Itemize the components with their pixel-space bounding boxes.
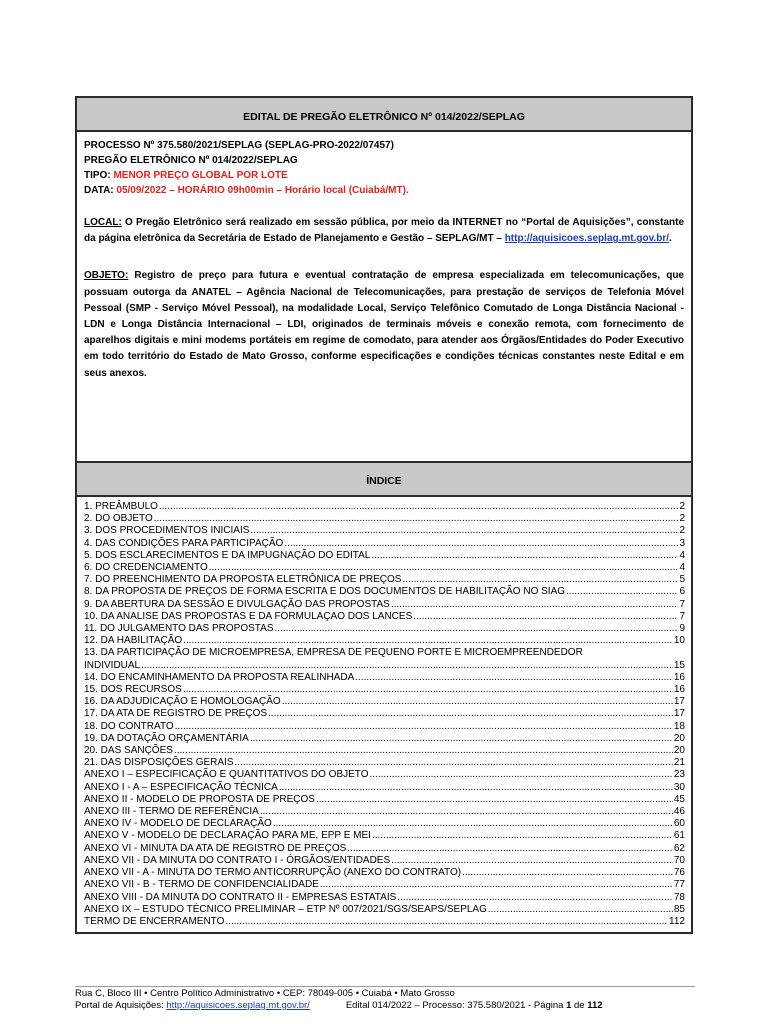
toc-item-title: ANEXO VI - MINUTA DA ATA DE REGISTRO DE PREÇOS xyxy=(84,842,347,854)
toc-item-page: 17 xyxy=(673,696,685,708)
toc-item[interactable] xyxy=(84,635,685,647)
info-section xyxy=(77,132,691,461)
data-value: 05/09/2022 – HORÁRIO 09h00min – Horário local (Cuiabá/MT). xyxy=(116,185,409,196)
toc-item-page: 46 xyxy=(673,806,685,818)
toc-item-title: 11. DO JULGAMENTO DAS PROPOSTAS xyxy=(84,623,274,635)
objeto-text: Registro de preço para futura e eventual contratação de empresa especializada em telecomunicações, que possuam outorga da ANATEL – Agência Nacional de Telecomunicações, para prestação de serviços de Telefonia Móvel Pessoal (SMP - Serviço Móvel Pessoal), na modalidade Local, Serviço Telefônico Comutado de Longa Distância Nacional - LDN e Longa Distância Internacional – LDI, originados de terminais móveis e conexão remota, com fornecimento de aparelhos digitais e mini modems portáteis em regime de comodato, para atender aos Órgãos/Entidades do Poder Executivo em todo território do Estado de Mato Grosso, conforme especificações e condições técnicas constantes neste Edital e em seus anexos. xyxy=(84,270,684,379)
toc-item-title: ANEXO VII - B - TERMO DE CONFIDENCIALIDADE xyxy=(84,879,319,891)
toc-item-page: 20 xyxy=(673,732,685,744)
local-label: LOCAL: xyxy=(84,217,122,228)
toc-dot-leader xyxy=(370,769,673,781)
toc-item[interactable] xyxy=(84,696,685,708)
toc-item-page: 2 xyxy=(679,525,685,537)
toc-dot-leader xyxy=(250,525,678,537)
toc-item-page: 78 xyxy=(673,891,685,903)
toc-item-title: ANEXO IV - MODELO DE DECLARAÇÃO xyxy=(84,818,272,830)
local-tail: . xyxy=(669,233,672,245)
toc-dot-leader xyxy=(391,599,679,611)
toc-item-page: 61 xyxy=(673,830,685,842)
toc-item-title: ANEXO I - A – ESPECIFICAÇÃO TÉCNICA xyxy=(84,781,278,793)
toc-item[interactable] xyxy=(84,879,685,891)
toc-item-page: 23 xyxy=(673,769,685,781)
toc-item-title: ANEXO VII - A - MINUTA DO TERMO ANTICORRUPÇÃO (ANEXO DO CONTRATO) xyxy=(84,867,462,879)
index-title-bar: ÍNDICE xyxy=(77,461,691,497)
objeto-label: OBJETO: xyxy=(84,270,129,282)
local-link[interactable]: http://aquisicoes.seplag.mt.gov.br/ xyxy=(504,233,669,245)
toc-dot-leader xyxy=(183,635,673,647)
processo-line: PROCESSO Nº 375.580/2021/SEPLAG (SEPLAG-PRO-2022/07457) xyxy=(84,140,394,151)
toc-item-title: 1. PREÂMBULO xyxy=(84,501,158,512)
toc-item-title: 5. DOS ESCLARECIMENTOS E DA IMPUGNAÇÃO DO EDITAL xyxy=(84,549,371,561)
toc-dot-leader xyxy=(273,818,673,830)
toc-dot-leader xyxy=(566,586,678,598)
toc-item[interactable] xyxy=(84,562,685,574)
toc-dot-leader xyxy=(175,721,673,733)
local-text: O Pregão Eletrônico será realizado em sessão pública, por meio da INTERNET no “Portal de Aquisições”, constante da página eletrônica da Secretária de Estado de Planejamento e Gestão – SEPLAG/MT – xyxy=(84,217,684,245)
toc-dot-leader xyxy=(391,855,673,867)
toc-item[interactable] xyxy=(84,769,685,781)
toc-item-title: 7. DO PREENCHIMENTO DA PROPOSTA ELETRÔNICA DE PREÇOS xyxy=(84,574,402,586)
toc-item[interactable] xyxy=(84,830,685,842)
toc-item[interactable] xyxy=(84,586,685,598)
toc-item-page: 112 xyxy=(669,915,685,927)
toc-dot-leader xyxy=(316,794,673,806)
toc-item-title: 17. DA ATA DE REGISTRO DE PREÇOS xyxy=(84,708,268,720)
toc-item-page: 2 xyxy=(679,513,685,525)
toc-dot-leader xyxy=(402,574,678,586)
footer-page-total: 112 xyxy=(587,1000,603,1011)
toc-item-page: 3 xyxy=(679,537,685,549)
toc-item[interactable] xyxy=(84,843,685,855)
toc-dot-leader xyxy=(235,757,673,769)
toc-item-title: 19. DA DOTAÇÃO ORÇAMENTÁRIA xyxy=(84,732,249,744)
pregao-line: PREGÃO ELETRÔNICO Nº 014/2022/SEPLAG xyxy=(84,155,298,166)
toc-item-title: ANEXO VIII - DA MINUTA DO CONTRATO II - EMPRESAS ESTATAIS xyxy=(84,891,397,903)
toc-item-page: 85 xyxy=(673,903,685,915)
tipo-line xyxy=(84,168,684,183)
toc-item[interactable] xyxy=(84,867,685,879)
footer-address: Rua C, Bloco III • Centro Político Administrativo • CEP: 78049-005 • Cuiabá • Mato Grosso xyxy=(75,988,455,999)
footer-portal-link[interactable]: http://aquisicoes.seplag.mt.gov.br/ xyxy=(166,1000,310,1011)
toc-item-title: ANEXO I – ESPECIFICAÇÃO E QUANTITATIVOS DO OBJETO xyxy=(84,769,369,781)
toc-item-title: 13. DA PARTICIPAÇÃO DE MICROEMPRESA, EMPRESA DE PEQUENO PORTE E MICROEMPREENDEDOR xyxy=(84,647,583,659)
toc-dot-leader xyxy=(141,660,673,672)
toc-item-page: 15 xyxy=(673,659,685,671)
toc-dot-leader xyxy=(371,550,678,562)
toc-item-title: 4. DAS CONDIÇÕES PARA PARTICIPAÇÃO xyxy=(84,537,284,549)
toc-item-title-cont: INDIVIDUAL xyxy=(84,659,141,671)
toc-item-title: ANEXO VII - DA MINUTA DO CONTRATO I - ÓRGÃOS/ENTIDADES xyxy=(84,854,391,866)
toc-item-page: 9 xyxy=(679,623,685,635)
footer-page-of: de xyxy=(571,1000,588,1011)
toc-item-page: 7 xyxy=(679,598,685,610)
toc-item-title: 6. DO CREDENCIAMENTO xyxy=(84,562,208,574)
toc-item-page: 70 xyxy=(673,854,685,866)
toc-dot-leader xyxy=(372,830,673,842)
toc-dot-leader xyxy=(159,501,679,513)
toc-item-title: 8. DA PROPOSTA DE PREÇOS DE FORMA ESCRITA E DOS DOCUMENTOS DE HABILITAÇÃO NO SIAG xyxy=(84,586,566,598)
toc-item-title: ANEXO V - MODELO DE DECLARAÇÃO PARA ME, EPP E MEI xyxy=(84,830,371,842)
toc-item[interactable] xyxy=(84,745,685,757)
toc-dot-leader xyxy=(225,916,668,928)
footer-portal xyxy=(75,1000,310,1012)
toc-item-title: TERMO DE ENCERRAMENTO xyxy=(84,915,225,927)
toc-item[interactable] xyxy=(84,721,685,733)
toc-item-page: 76 xyxy=(673,867,685,879)
toc-item-page: 30 xyxy=(673,781,685,793)
toc-item[interactable] xyxy=(84,782,685,794)
tipo-label: TIPO: xyxy=(84,170,114,181)
toc-dot-leader xyxy=(154,513,679,525)
toc-item[interactable] xyxy=(84,818,685,830)
toc-item[interactable] xyxy=(84,855,685,867)
edital-frame xyxy=(75,96,693,934)
objeto-paragraph xyxy=(84,268,684,381)
toc-item[interactable] xyxy=(84,525,685,537)
toc-dot-leader xyxy=(183,684,673,696)
footer-edital xyxy=(346,1000,603,1012)
toc-item-page: 2 xyxy=(679,501,685,512)
toc-dot-leader xyxy=(260,806,673,818)
toc-dot-leader xyxy=(413,611,678,623)
toc-dot-leader xyxy=(462,867,673,879)
toc-dot-leader xyxy=(320,879,673,891)
toc-item[interactable] xyxy=(84,757,685,769)
toc-item-page: 5 xyxy=(679,574,685,586)
toc-item[interactable] xyxy=(84,550,685,562)
toc-item-page: 10 xyxy=(673,635,685,647)
toc-item[interactable] xyxy=(84,513,685,525)
footer-edital-prefix: Edital 014/2022 – Processo: 375.580/2021 - Página xyxy=(345,1000,567,1011)
toc-item-title: ANEXO IX – ESTUDO TÉCNICO PRELIMINAR – ETP Nº 007/2021/SGS/SEAPS/SEPLAG xyxy=(84,903,487,915)
toc-item-page: 20 xyxy=(673,745,685,757)
toc-dot-leader xyxy=(268,708,673,720)
toc-item[interactable] xyxy=(84,806,685,818)
toc-item-page: 77 xyxy=(673,879,685,891)
toc-item[interactable] xyxy=(84,538,685,550)
toc-item-title: 3. DOS PROCEDIMENTOS INICIAIS xyxy=(84,525,250,537)
toc-dot-leader xyxy=(250,733,673,745)
toc-item-page: 62 xyxy=(673,842,685,854)
toc-item[interactable] xyxy=(84,623,685,635)
toc-item-title: 9. DA ABERTURA DA SESSÃO E DIVULGAÇÃO DAS PROPOSTAS xyxy=(84,598,390,610)
toc-item-page: 6 xyxy=(679,586,685,598)
toc-item-page: 21 xyxy=(673,757,685,769)
toc-item-page: 16 xyxy=(673,671,685,683)
toc-item[interactable] xyxy=(84,916,685,928)
data-line xyxy=(84,183,684,198)
toc-item-title: 20. DAS SANÇÕES xyxy=(84,745,173,757)
toc-item[interactable] xyxy=(84,708,685,720)
toc-item[interactable] xyxy=(84,733,685,745)
toc-item-page: 60 xyxy=(673,818,685,830)
footer-page-current: 1 xyxy=(566,1000,572,1011)
page-footer xyxy=(75,986,695,1012)
tipo-value: MENOR PREÇO GLOBAL POR LOTE xyxy=(113,170,288,181)
toc-item-title: 14. DO ENCAMINHAMENTO DA PROPOSTA REALINHADA xyxy=(84,671,355,683)
data-label: DATA: xyxy=(84,185,117,196)
toc-item[interactable] xyxy=(84,647,685,659)
toc-item-page: 45 xyxy=(673,793,685,805)
toc-item[interactable] xyxy=(84,599,685,611)
header-block xyxy=(77,132,691,382)
toc-dot-leader xyxy=(355,672,673,684)
toc-dot-leader xyxy=(275,623,679,635)
toc-dot-leader xyxy=(279,782,673,794)
toc-dot-leader xyxy=(282,696,673,708)
toc-item-title: ANEXO II - MODELO DE PROPOSTA DE PREÇOS xyxy=(84,793,315,805)
toc-item[interactable] xyxy=(84,794,685,806)
toc-item[interactable] xyxy=(84,892,685,904)
toc-dot-leader xyxy=(347,843,673,855)
footer-portal-label: Portal de Aquisições: xyxy=(75,1000,167,1011)
toc-item[interactable] xyxy=(84,684,685,696)
toc-item-page: 18 xyxy=(673,720,685,732)
toc-item-title: 21. DAS DISPOSIÇÕES GERAIS xyxy=(84,757,234,769)
toc-item-title: 15. DOS RECURSOS xyxy=(84,684,182,696)
footer-row xyxy=(75,1000,695,1012)
toc-dot-leader xyxy=(397,892,673,904)
toc-item-continuation[interactable] xyxy=(84,660,685,672)
toc-item-title: 18. DO CONTRATO xyxy=(84,720,174,732)
toc-item[interactable] xyxy=(84,501,685,513)
toc-item-page: 16 xyxy=(673,684,685,696)
local-paragraph xyxy=(84,215,684,247)
toc-item-title: ANEXO III - TERMO DE REFERÊNCIA xyxy=(84,806,259,818)
toc-item[interactable] xyxy=(84,672,685,684)
toc-dot-leader xyxy=(174,745,673,757)
toc-dot-leader xyxy=(284,538,678,550)
toc-item-page: 17 xyxy=(673,708,685,720)
toc-item[interactable] xyxy=(84,574,685,586)
toc-item-page: 4 xyxy=(679,549,685,561)
toc-item-title: 12. DA HABILITAÇÃO xyxy=(84,635,183,647)
toc-item-title: 10. DA ANALISE DAS PROPOSTAS E DA FORMULAÇAO DOS LANCES xyxy=(84,610,413,622)
toc-dot-leader xyxy=(209,562,679,574)
toc-item-page: 7 xyxy=(679,610,685,622)
toc-item[interactable] xyxy=(84,904,685,916)
table-of-contents xyxy=(77,497,691,928)
edital-title-bar: EDITAL DE PREGÃO ELETRÔNICO Nº 014/2022/SEPLAG xyxy=(77,98,691,132)
toc-item-page: 4 xyxy=(679,562,685,574)
toc-item[interactable] xyxy=(84,611,685,623)
toc-dot-leader xyxy=(488,904,673,916)
toc-item-title: 2. DO OBJETO xyxy=(84,513,153,525)
toc-item-title: 16. DA ADJUDICAÇÃO E HOMOLOGAÇÃO xyxy=(84,696,281,708)
